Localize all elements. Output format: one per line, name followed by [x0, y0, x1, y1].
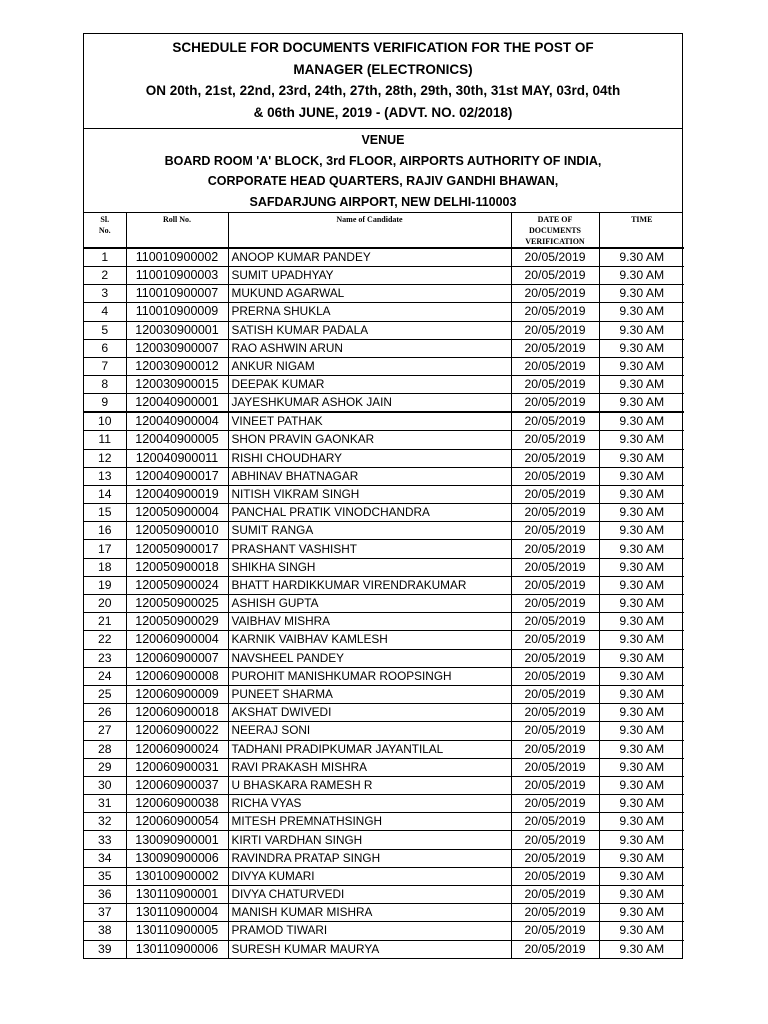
row-roll-no: 120050900029 — [126, 613, 228, 631]
row-verification-date: 20/05/2019 — [511, 886, 599, 904]
row-candidate-name: MANISH KUMAR MISHRA — [228, 904, 511, 922]
row-sl-no: 20 — [84, 595, 126, 613]
row-roll-no: 130110900001 — [126, 886, 228, 904]
title-line-3: ON 20th, 21st, 22nd, 23rd, 24th, 27th, 28th, 29th, 30th, 31st MAY, 03rd, 04th — [145, 83, 621, 98]
candidate-table — [84, 213, 684, 958]
row-verification-date: 20/05/2019 — [511, 831, 599, 849]
table-row — [84, 412, 684, 431]
row-sl-no: 24 — [84, 667, 126, 685]
table-row — [84, 631, 684, 649]
row-verification-date: 20/05/2019 — [511, 376, 599, 394]
row-verification-date: 20/05/2019 — [511, 740, 599, 758]
table-row — [84, 394, 684, 413]
row-verification-date: 20/05/2019 — [511, 357, 599, 375]
table-body — [84, 248, 684, 958]
venue-line-3: SAFDARJUNG AIRPORT, NEW DELHI-110003 — [249, 194, 517, 209]
header-verification-date: DATE OF DOCUMENTS VERIFICATION — [511, 213, 599, 248]
row-candidate-name: RAO ASHWIN ARUN — [228, 339, 511, 357]
table-row — [84, 685, 684, 703]
row-candidate-name: PUROHIT MANISHKUMAR ROOPSINGH — [228, 667, 511, 685]
table-row — [84, 285, 684, 303]
table-row — [84, 595, 684, 613]
table-row — [84, 504, 684, 522]
row-candidate-name: MUKUND AGARWAL — [228, 285, 511, 303]
table-row — [84, 649, 684, 667]
row-verification-date: 20/05/2019 — [511, 722, 599, 740]
row-candidate-name: DIVYA KUMARI — [228, 867, 511, 885]
table-row — [84, 267, 684, 285]
row-roll-no: 120060900018 — [126, 704, 228, 722]
row-candidate-name: KIRTI VARDHAN SINGH — [228, 831, 511, 849]
row-time: 9.30 AM — [599, 394, 684, 413]
row-sl-no: 34 — [84, 849, 126, 867]
table-row — [84, 904, 684, 922]
row-candidate-name: RAVI PRAKASH MISHRA — [228, 758, 511, 776]
row-roll-no: 110010900002 — [126, 248, 228, 267]
row-time: 9.30 AM — [599, 504, 684, 522]
row-sl-no: 2 — [84, 267, 126, 285]
row-candidate-name: JAYESHKUMAR ASHOK JAIN — [228, 394, 511, 413]
row-sl-no: 29 — [84, 758, 126, 776]
row-time: 9.30 AM — [599, 904, 684, 922]
table-row — [84, 248, 684, 267]
row-sl-no: 11 — [84, 431, 126, 449]
row-sl-no: 35 — [84, 867, 126, 885]
row-time: 9.30 AM — [599, 467, 684, 485]
table-row — [84, 558, 684, 576]
row-verification-date: 20/05/2019 — [511, 321, 599, 339]
table-row — [84, 722, 684, 740]
row-candidate-name: U BHASKARA RAMESH R — [228, 776, 511, 794]
row-time: 9.30 AM — [599, 649, 684, 667]
venue-heading: VENUE — [361, 133, 405, 147]
row-sl-no: 9 — [84, 394, 126, 413]
row-sl-no: 16 — [84, 522, 126, 540]
row-roll-no: 130090900001 — [126, 831, 228, 849]
row-time: 9.30 AM — [599, 412, 684, 431]
table-row — [84, 886, 684, 904]
row-sl-no: 6 — [84, 339, 126, 357]
row-roll-no: 120060900024 — [126, 740, 228, 758]
row-candidate-name: MITESH PREMNATHSINGH — [228, 813, 511, 831]
row-sl-no: 18 — [84, 558, 126, 576]
row-verification-date: 20/05/2019 — [511, 849, 599, 867]
row-sl-no: 4 — [84, 303, 126, 321]
row-roll-no: 120050900017 — [126, 540, 228, 558]
row-verification-date: 20/05/2019 — [511, 394, 599, 413]
row-roll-no: 120050900024 — [126, 576, 228, 594]
table-row — [84, 940, 684, 958]
table-row — [84, 540, 684, 558]
row-time: 9.30 AM — [599, 685, 684, 703]
row-roll-no: 130110900004 — [126, 904, 228, 922]
row-time: 9.30 AM — [599, 704, 684, 722]
table-row — [84, 376, 684, 394]
table-row — [84, 303, 684, 321]
row-sl-no: 30 — [84, 776, 126, 794]
row-time: 9.30 AM — [599, 303, 684, 321]
row-time: 9.30 AM — [599, 613, 684, 631]
table-row — [84, 704, 684, 722]
row-verification-date: 20/05/2019 — [511, 867, 599, 885]
row-verification-date: 20/05/2019 — [511, 631, 599, 649]
row-sl-no: 3 — [84, 285, 126, 303]
table-row — [84, 740, 684, 758]
row-candidate-name: ANOOP KUMAR PANDEY — [228, 248, 511, 267]
row-candidate-name: ANKUR NIGAM — [228, 357, 511, 375]
row-candidate-name: NAVSHEEL PANDEY — [228, 649, 511, 667]
row-time: 9.30 AM — [599, 867, 684, 885]
row-time: 9.30 AM — [599, 831, 684, 849]
row-sl-no: 37 — [84, 904, 126, 922]
row-candidate-name: KARNIK VAIBHAV KAMLESH — [228, 631, 511, 649]
row-verification-date: 20/05/2019 — [511, 540, 599, 558]
row-roll-no: 120060900004 — [126, 631, 228, 649]
table-row — [84, 922, 684, 940]
row-sl-no: 36 — [84, 886, 126, 904]
row-sl-no: 32 — [84, 813, 126, 831]
table-row — [84, 849, 684, 867]
row-sl-no: 23 — [84, 649, 126, 667]
table-row — [84, 613, 684, 631]
row-time: 9.30 AM — [599, 485, 684, 503]
row-candidate-name: NEERAJ SONI — [228, 722, 511, 740]
row-verification-date: 20/05/2019 — [511, 285, 599, 303]
table-row — [84, 357, 684, 375]
row-verification-date: 20/05/2019 — [511, 649, 599, 667]
row-time: 9.30 AM — [599, 540, 684, 558]
header-roll-no: Roll No. — [126, 213, 228, 248]
venue-line-2: CORPORATE HEAD QUARTERS, RAJIV GANDHI BHAWAN, — [207, 174, 559, 188]
row-candidate-name: PANCHAL PRATIK VINODCHANDRA — [228, 504, 511, 522]
row-roll-no: 120050900010 — [126, 522, 228, 540]
table-row — [84, 576, 684, 594]
row-sl-no: 38 — [84, 922, 126, 940]
row-verification-date: 20/05/2019 — [511, 813, 599, 831]
row-verification-date: 20/05/2019 — [511, 303, 599, 321]
table-header-row — [84, 213, 684, 248]
row-sl-no: 31 — [84, 795, 126, 813]
row-sl-no: 27 — [84, 722, 126, 740]
row-verification-date: 20/05/2019 — [511, 795, 599, 813]
table-row — [84, 867, 684, 885]
row-sl-no: 39 — [84, 940, 126, 958]
row-candidate-name: ASHISH GUPTA — [228, 595, 511, 613]
row-time: 9.30 AM — [619, 941, 665, 956]
row-time: 9.30 AM — [599, 813, 684, 831]
table-row — [84, 522, 684, 540]
row-roll-no: 120060900022 — [126, 722, 228, 740]
row-candidate-name: DEEPAK KUMAR — [228, 376, 511, 394]
table-row — [84, 321, 684, 339]
row-roll-no: 120060900007 — [126, 649, 228, 667]
row-verification-date: 20/05/2019 — [511, 776, 599, 794]
row-roll-no: 130100900002 — [126, 867, 228, 885]
row-candidate-name: SHIKHA SINGH — [228, 558, 511, 576]
row-candidate-name: TADHANI PRADIPKUMAR JAYANTILAL — [228, 740, 511, 758]
schedule-document — [83, 33, 683, 959]
row-candidate-name: SUMIT RANGA — [228, 522, 511, 540]
row-sl-no: 14 — [84, 485, 126, 503]
row-verification-date: 20/05/2019 — [511, 485, 599, 503]
row-candidate-name: SUMIT UPADHYAY — [228, 267, 511, 285]
header-time: TIME — [599, 213, 684, 248]
row-sl-no: 28 — [84, 740, 126, 758]
row-roll-no: 120060900009 — [126, 685, 228, 703]
row-sl-no: 5 — [84, 321, 126, 339]
title-line-2: MANAGER (ELECTRONICS) — [293, 61, 473, 77]
row-sl-no: 22 — [84, 631, 126, 649]
row-roll-no: 120050900025 — [126, 595, 228, 613]
row-time: 9.30 AM — [599, 758, 684, 776]
row-verification-date: 20/05/2019 — [511, 940, 599, 958]
table-row — [84, 485, 684, 503]
row-roll-no: 120060900054 — [126, 813, 228, 831]
row-candidate-name: ABHINAV BHATNAGAR — [228, 467, 511, 485]
row-time: 9.30 AM — [599, 795, 684, 813]
row-verification-date: 20/05/2019 — [511, 558, 599, 576]
row-time: 9.30 AM — [599, 321, 684, 339]
row-candidate-name: SURESH KUMAR MAURYA — [228, 940, 511, 958]
row-time: 9.30 AM — [599, 631, 684, 649]
row-verification-date: 20/05/2019 — [511, 449, 599, 467]
row-roll-no: 130090900006 — [126, 849, 228, 867]
row-candidate-name: SATISH KUMAR PADALA — [228, 321, 511, 339]
row-verification-date: 20/05/2019 — [511, 339, 599, 357]
table-row — [84, 813, 684, 831]
row-candidate-name: PRASHANT VASHISHT — [228, 540, 511, 558]
table-row — [84, 831, 684, 849]
row-time: 9.30 AM — [599, 576, 684, 594]
row-sl-no: 1 — [84, 248, 126, 267]
row-time: 9.30 AM — [599, 776, 684, 794]
row-time: 9.30 AM — [599, 849, 684, 867]
row-candidate-name: RICHA VYAS — [228, 795, 511, 813]
row-time: 9.30 AM — [599, 357, 684, 375]
row-sl-no: 17 — [84, 540, 126, 558]
row-candidate-name: VAIBHAV MISHRA — [228, 613, 511, 631]
row-verification-date: 20/05/2019 — [511, 576, 599, 594]
row-time: 9.30 AM — [599, 522, 684, 540]
row-verification-date: 20/05/2019 — [511, 412, 599, 431]
row-sl-no: 13 — [84, 467, 126, 485]
document-title — [84, 34, 682, 129]
row-time: 9.30 AM — [599, 339, 684, 357]
row-sl-no: 15 — [84, 504, 126, 522]
table-row — [84, 339, 684, 357]
row-verification-date: 20/05/2019 — [511, 613, 599, 631]
row-candidate-name: AKSHAT DWIVEDI — [228, 704, 511, 722]
row-verification-date: 20/05/2019 — [511, 467, 599, 485]
row-candidate-name: BHATT HARDIKKUMAR VIRENDRAKUMAR — [228, 576, 511, 594]
row-verification-date: 20/05/2019 — [511, 431, 599, 449]
table-row — [84, 795, 684, 813]
row-sl-no: 25 — [84, 685, 126, 703]
row-verification-date: 20/05/2019 — [511, 595, 599, 613]
row-candidate-name: PRERNA SHUKLA — [228, 303, 511, 321]
row-verification-date: 20/05/2019 — [511, 922, 599, 940]
row-verification-date: 20/05/2019 — [511, 267, 599, 285]
row-time: 9.30 AM — [599, 267, 684, 285]
header-sl-no: Sl. No. — [84, 213, 126, 248]
row-sl-no: 10 — [84, 412, 126, 431]
row-roll-no: 120040900019 — [126, 485, 228, 503]
row-verification-date: 20/05/2019 — [511, 704, 599, 722]
row-time: 9.30 AM — [599, 558, 684, 576]
row-candidate-name: SHON PRAVIN GAONKAR — [228, 431, 511, 449]
venue-block — [84, 129, 682, 213]
row-sl-no: 7 — [84, 357, 126, 375]
row-roll-no: 110010900003 — [126, 267, 228, 285]
row-roll-no: 120040900005 — [126, 431, 228, 449]
row-sl-no: 12 — [84, 449, 126, 467]
row-candidate-name: PUNEET SHARMA — [228, 685, 511, 703]
table-row — [84, 431, 684, 449]
row-time: 9.30 AM — [599, 667, 684, 685]
row-roll-no: 120040900011 — [126, 449, 228, 467]
table-row — [84, 467, 684, 485]
row-time: 9.30 AM — [599, 722, 684, 740]
row-time: 9.30 AM — [599, 449, 684, 467]
row-sl-no: 21 — [84, 613, 126, 631]
row-time: 9.30 AM — [599, 740, 684, 758]
row-sl-no: 33 — [84, 831, 126, 849]
row-time: 9.30 AM — [599, 595, 684, 613]
row-time: 9.30 AM — [599, 886, 684, 904]
row-roll-no: 120060900038 — [126, 795, 228, 813]
row-roll-no: 110010900009 — [126, 303, 228, 321]
title-line-4: & 06th JUNE, 2019 - (ADVT. NO. 02/2018) — [253, 104, 513, 120]
row-roll-no: 130110900006 — [126, 940, 228, 958]
row-roll-no: 120060900037 — [126, 776, 228, 794]
row-roll-no: 120030900007 — [126, 339, 228, 357]
row-roll-no: 120040900001 — [126, 394, 228, 413]
row-roll-no: 110010900007 — [126, 285, 228, 303]
table-row — [84, 758, 684, 776]
row-candidate-name: NITISH VIKRAM SINGH — [228, 485, 511, 503]
row-roll-no: 120050900004 — [126, 504, 228, 522]
title-line-1: SCHEDULE FOR DOCUMENTS VERIFICATION FOR THE POST OF — [172, 40, 594, 55]
table-row — [84, 667, 684, 685]
row-verification-date: 20/05/2019 — [511, 685, 599, 703]
row-roll-no: 120040900004 — [126, 412, 228, 431]
row-sl-no: 26 — [84, 704, 126, 722]
row-time: 9.30 AM — [599, 248, 684, 267]
row-roll-no: 120030900015 — [126, 376, 228, 394]
row-candidate-name: RAVINDRA PRATAP SINGH — [228, 849, 511, 867]
row-candidate-name: RISHI CHOUDHARY — [228, 449, 511, 467]
row-sl-no: 8 — [84, 376, 126, 394]
row-roll-no: 120030900001 — [126, 321, 228, 339]
row-verification-date: 20/05/2019 — [511, 248, 599, 267]
table-row — [84, 776, 684, 794]
row-time: 9.30 AM — [599, 285, 684, 303]
header-candidate-name: Name of Candidate — [228, 213, 511, 248]
row-roll-no: 120060900031 — [126, 758, 228, 776]
row-verification-date: 20/05/2019 — [511, 758, 599, 776]
row-candidate-name: VINEET PATHAK — [228, 412, 511, 431]
row-time: 9.30 AM — [599, 922, 684, 940]
row-roll-no: 120040900017 — [126, 467, 228, 485]
row-verification-date: 20/05/2019 — [511, 667, 599, 685]
row-time: 9.30 AM — [599, 376, 684, 394]
row-roll-no: 130110900005 — [126, 922, 228, 940]
row-verification-date: 20/05/2019 — [511, 522, 599, 540]
row-verification-date: 20/05/2019 — [511, 504, 599, 522]
row-candidate-name: PRAMOD TIWARI — [228, 922, 511, 940]
row-roll-no: 120060900008 — [126, 667, 228, 685]
table-row — [84, 449, 684, 467]
row-roll-no: 120050900018 — [126, 558, 228, 576]
row-sl-no: 19 — [84, 576, 126, 594]
row-verification-date: 20/05/2019 — [511, 904, 599, 922]
row-roll-no: 120030900012 — [126, 357, 228, 375]
venue-line-1: BOARD ROOM 'A' BLOCK, 3rd FLOOR, AIRPORTS AUTHORITY OF INDIA, — [164, 153, 602, 168]
row-candidate-name: DIVYA CHATURVEDI — [228, 886, 511, 904]
row-time: 9.30 AM — [599, 431, 684, 449]
